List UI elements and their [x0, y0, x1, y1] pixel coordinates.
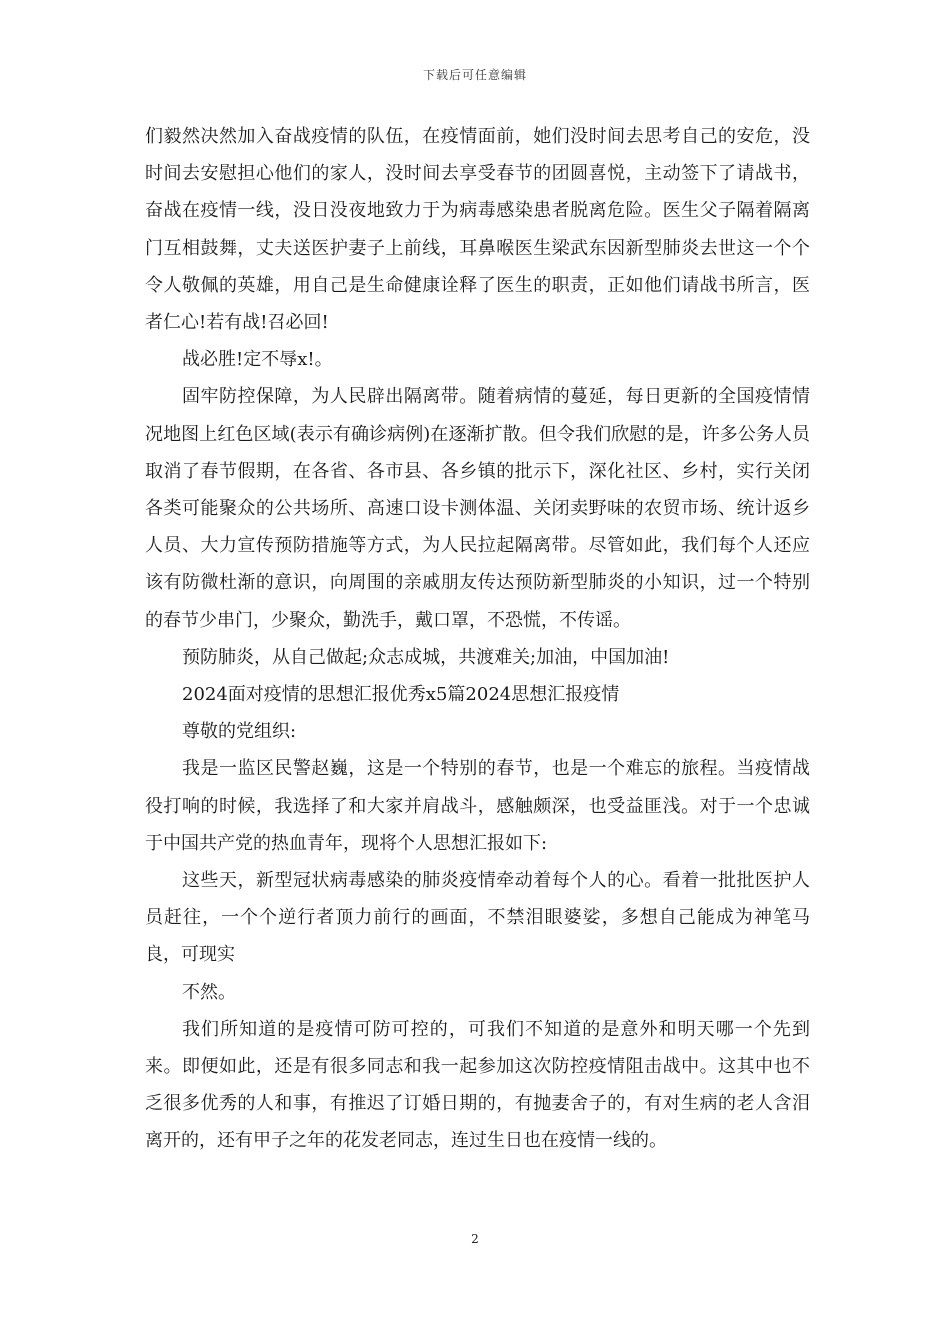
- paragraph-5-title: 2024面对疫情的思想汇报优秀x5篇2024思想汇报疫情: [182, 684, 620, 706]
- page-header: 下载后可任意编辑: [422, 68, 527, 82]
- paragraph-1: 们毅然决然加入奋战疫情的队伍，在疫情面前，她们没时间去思考自己的安危，没时间去安慰担心他们的家人，没时间去享受春节的团圆喜悦，主动签下了请战书，奋战在疫情一线，没日没夜地致力于为病毒感染患者脱离危险。医生父子隔着隔离门互相鼓舞，丈夫送医护妻子上前线，耳鼻喉医生梁武东因新型肺炎去世这一个个令人敬佩的英雄，用自己是生命健康诠释了医生的职责，正如他们请战书所言，医者仁心!若有战!召必回!: [145, 126, 810, 334]
- paragraph-3: 固牢防控保障，为人民辟出隔离带。随着病情的蔓延，每日更新的全国疫情情况地图上红色区域(表示有确诊病例)在逐渐扩散。但令我们欣慰的是，许多公务人员取消了春节假期，在各省、各市县、各乡镇的批示下，深化社区、乡村，实行关闭各类可能聚众的公共场所、高速口设卡测体温、关闭卖野味的农贸市场、统计返乡人员、大力宣传预防措施等方式，为人民拉起隔离带。尽管如此，我们每个人还应该有防微杜渐的意识，向周围的亲戚朋友传达预防新型肺炎的小知识，过一个特别的春节少串门，少聚众，勤洗手，戴口罩，不恐慌，不传谣。: [145, 386, 810, 631]
- paragraph-10: 我们所知道的是疫情可防可控的，可我们不知道的是意外和明天哪一个先到来。即便如此，还是有很多同志和我一起参加这次防控疫情阻击战中。这其中也不乏很多优秀的人和事，有推迟了订婚日期的，有抛妻舍子的，有对生病的老人含泪离开的，还有甲子之年的花发老同志，连过生日也在疫情一线的。: [145, 1018, 810, 1152]
- paragraph-7: 我是一监区民警赵巍，这是一个特别的春节，也是一个难忘的旅程。当疫情战役打响的时候，我选择了和大家并肩战斗，感触颇深，也受益匪浅。对于一个忠诚于中国共产党的热血青年，现将个人思想汇报如下:: [145, 758, 810, 854]
- paragraph-4: 预防肺炎，从自己做起;众志成城，共渡难关;加油，中国加油!: [182, 646, 670, 668]
- page-number: 2: [471, 1232, 479, 1246]
- paragraph-8: 这些天，新型冠状病毒感染的肺炎疫情牵动着每个人的心。看着一批批医护人员赶往，一个个逆行者顶力前行的画面，不禁泪眼婆娑，多想自己能成为神笔马良，可现实: [145, 870, 810, 966]
- document-body: [145, 118, 810, 1160]
- paragraph-2: 战必胜!定不辱x!。: [182, 349, 333, 371]
- paragraph-6-salutation: 尊敬的党组织:: [182, 721, 297, 743]
- paragraph-9: 不然。: [182, 981, 236, 1003]
